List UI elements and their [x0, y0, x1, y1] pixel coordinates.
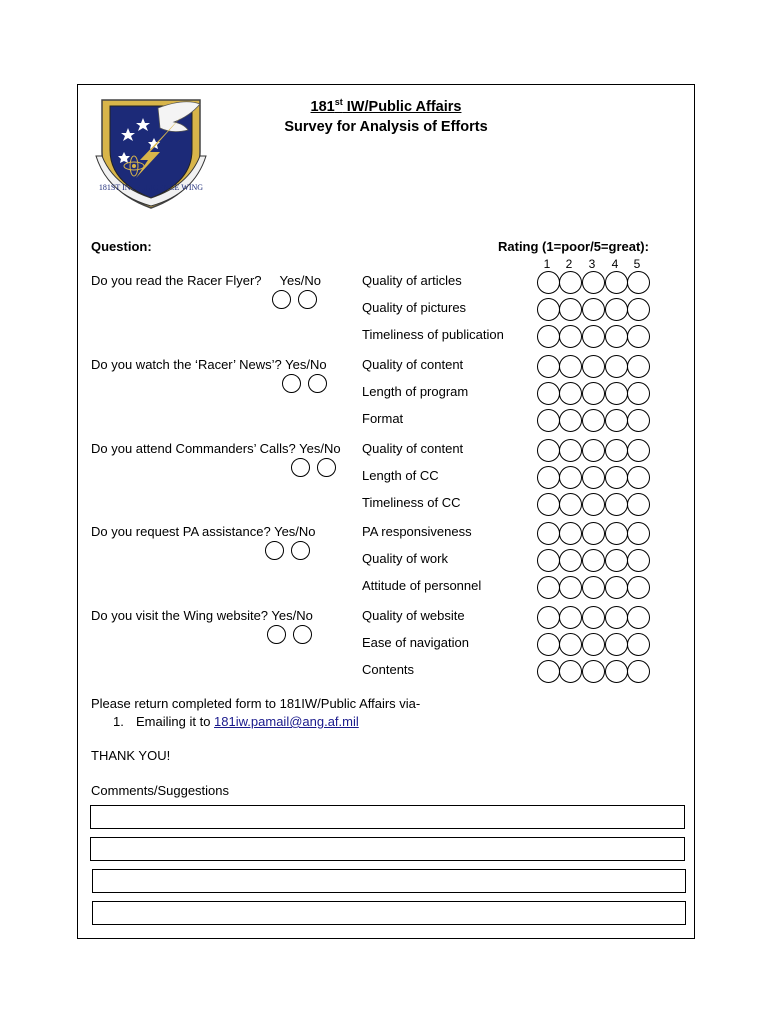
rating-radio-1[interactable]: [537, 576, 560, 599]
item-label: Quality of content: [362, 357, 464, 372]
rating-radio-2[interactable]: [559, 466, 582, 489]
rating-radio-1[interactable]: [537, 439, 560, 462]
yes-radio-4[interactable]: [265, 541, 284, 560]
rating-radio-4[interactable]: [605, 298, 628, 321]
rating-radio-2[interactable]: [559, 522, 582, 545]
wing-emblem: [88, 94, 214, 212]
rating-radio-5[interactable]: [627, 522, 650, 545]
question-1: Do you read the Racer Flyer? Yes/No: [91, 273, 321, 288]
question-3: Do you attend Commanders’ Calls? Yes/No: [91, 441, 341, 456]
rating-radio-5[interactable]: [627, 439, 650, 462]
scale-1: 1: [543, 257, 551, 271]
rating-radio-1[interactable]: [537, 271, 560, 294]
item-label: Attitude of personnel: [362, 578, 482, 593]
rating-radio-2[interactable]: [559, 439, 582, 462]
rating-radio-2[interactable]: [559, 355, 582, 378]
rating-radio-5[interactable]: [627, 606, 650, 629]
rating-radio-5[interactable]: [627, 660, 650, 683]
no-radio-4[interactable]: [291, 541, 310, 560]
rating-radio-5[interactable]: [627, 355, 650, 378]
rating-radio-2[interactable]: [559, 298, 582, 321]
rating-radio-1[interactable]: [537, 298, 560, 321]
rating-radio-5[interactable]: [627, 633, 650, 656]
no-radio-1[interactable]: [298, 290, 317, 309]
rating-radio-1[interactable]: [537, 409, 560, 432]
comment-field-1[interactable]: [90, 805, 685, 829]
rating-radio-2[interactable]: [559, 633, 582, 656]
item-label: Quality of work: [362, 551, 448, 566]
item-label: PA responsiveness: [362, 524, 472, 539]
rating-radio-2[interactable]: [559, 325, 582, 348]
rating-radio-1[interactable]: [537, 549, 560, 572]
rating-radio-1[interactable]: [537, 633, 560, 656]
thank-you: THANK YOU!: [91, 748, 171, 763]
item-label: Timeliness of publication: [362, 327, 504, 342]
yes-radio-5[interactable]: [267, 625, 286, 644]
rating-radio-3[interactable]: [582, 660, 605, 683]
scale-3: 3: [588, 257, 596, 271]
rating-radio-3[interactable]: [582, 466, 605, 489]
comment-field-4[interactable]: [92, 901, 686, 925]
email-link[interactable]: 181iw.pamail@ang.af.mil: [214, 714, 359, 729]
item-label: Length of program: [362, 384, 469, 399]
rating-radio-1[interactable]: [537, 660, 560, 683]
rating-radio-1[interactable]: [537, 382, 560, 405]
rating-header: Rating (1=poor/5=great):: [498, 239, 649, 254]
rating-radio-3[interactable]: [582, 606, 605, 629]
item-label: Quality of pictures: [362, 300, 467, 315]
rating-radio-5[interactable]: [627, 576, 650, 599]
comments-label: Comments/Suggestions: [91, 783, 230, 798]
rating-radio-5[interactable]: [627, 298, 650, 321]
rating-radio-4[interactable]: [605, 409, 628, 432]
item-label: Format: [362, 411, 404, 426]
rating-radio-3[interactable]: [582, 576, 605, 599]
no-radio-3[interactable]: [317, 458, 336, 477]
yes-radio-2[interactable]: [282, 374, 301, 393]
item-label: Quality of website: [362, 608, 465, 623]
rating-radio-1[interactable]: [537, 466, 560, 489]
item-label: Quality of articles: [362, 273, 462, 288]
list-number: 1.: [113, 714, 124, 729]
rating-radio-3[interactable]: [582, 382, 605, 405]
item-label: Length of CC: [362, 468, 439, 483]
rating-radio-3[interactable]: [582, 298, 605, 321]
page-title: 181st IW/Public Affairs: [310, 97, 462, 115]
rating-radio-5[interactable]: [627, 271, 650, 294]
rating-radio-5[interactable]: [627, 466, 650, 489]
yes-radio-1[interactable]: [272, 290, 291, 309]
return-instructions: Please return completed form to 181IW/Public Affairs via-: [91, 696, 421, 711]
no-radio-5[interactable]: [293, 625, 312, 644]
rating-radio-1[interactable]: [537, 355, 560, 378]
scale-2: 2: [565, 257, 573, 271]
item-label: Quality of content: [362, 441, 464, 456]
rating-radio-2[interactable]: [559, 271, 582, 294]
rating-radio-2[interactable]: [559, 493, 582, 516]
rating-radio-2[interactable]: [559, 660, 582, 683]
rating-radio-4[interactable]: [605, 633, 628, 656]
rating-radio-3[interactable]: [582, 439, 605, 462]
rating-radio-4[interactable]: [605, 271, 628, 294]
comment-field-3[interactable]: [92, 869, 686, 893]
rating-radio-1[interactable]: [537, 522, 560, 545]
rating-radio-3[interactable]: [582, 549, 605, 572]
question-header: Question:: [91, 239, 152, 254]
rating-radio-3[interactable]: [582, 409, 605, 432]
rating-radio-2[interactable]: [559, 382, 582, 405]
item-label: Contents: [362, 662, 415, 677]
rating-radio-4[interactable]: [605, 576, 628, 599]
item-label: Ease of navigation: [362, 635, 469, 650]
rating-radio-5[interactable]: [627, 493, 650, 516]
rating-radio-4[interactable]: [605, 466, 628, 489]
page-subtitle: Survey for Analysis of Efforts: [284, 119, 488, 135]
rating-radio-4[interactable]: [605, 439, 628, 462]
rating-radio-3[interactable]: [582, 271, 605, 294]
rating-radio-3[interactable]: [582, 493, 605, 516]
yes-radio-3[interactable]: [291, 458, 310, 477]
rating-radio-4[interactable]: [605, 382, 628, 405]
email-instruction: Emailing it to 181iw.pamail@ang.af.mil: [136, 714, 359, 729]
rating-radio-2[interactable]: [559, 409, 582, 432]
question-5: Do you visit the Wing website? Yes/No: [91, 608, 313, 623]
rating-radio-1[interactable]: [537, 325, 560, 348]
rating-radio-3[interactable]: [582, 325, 605, 348]
rating-radio-5[interactable]: [627, 382, 650, 405]
comment-field-2[interactable]: [90, 837, 685, 861]
rating-radio-3[interactable]: [582, 633, 605, 656]
no-radio-2[interactable]: [308, 374, 327, 393]
rating-radio-5[interactable]: [627, 409, 650, 432]
rating-radio-4[interactable]: [605, 522, 628, 545]
rating-radio-5[interactable]: [627, 549, 650, 572]
scale-4: 4: [611, 257, 619, 271]
rating-radio-4[interactable]: [605, 325, 628, 348]
rating-radio-4[interactable]: [605, 493, 628, 516]
rating-radio-1[interactable]: [537, 493, 560, 516]
rating-radio-2[interactable]: [559, 576, 582, 599]
rating-radio-4[interactable]: [605, 660, 628, 683]
emblem-text: 181ST INTELLIGENCE WING: [98, 183, 204, 192]
rating-radio-4[interactable]: [605, 606, 628, 629]
question-4: Do you request PA assistance? Yes/No: [91, 524, 316, 539]
item-label: Timeliness of CC: [362, 495, 461, 510]
question-2: Do you watch the ‘Racer’ News’? Yes/No: [91, 357, 327, 372]
rating-radio-5[interactable]: [627, 325, 650, 348]
rating-radio-4[interactable]: [605, 355, 628, 378]
rating-radio-3[interactable]: [582, 355, 605, 378]
rating-radio-2[interactable]: [559, 606, 582, 629]
scale-5: 5: [633, 257, 641, 271]
rating-radio-3[interactable]: [582, 522, 605, 545]
rating-radio-1[interactable]: [537, 606, 560, 629]
rating-radio-2[interactable]: [559, 549, 582, 572]
rating-radio-4[interactable]: [605, 549, 628, 572]
